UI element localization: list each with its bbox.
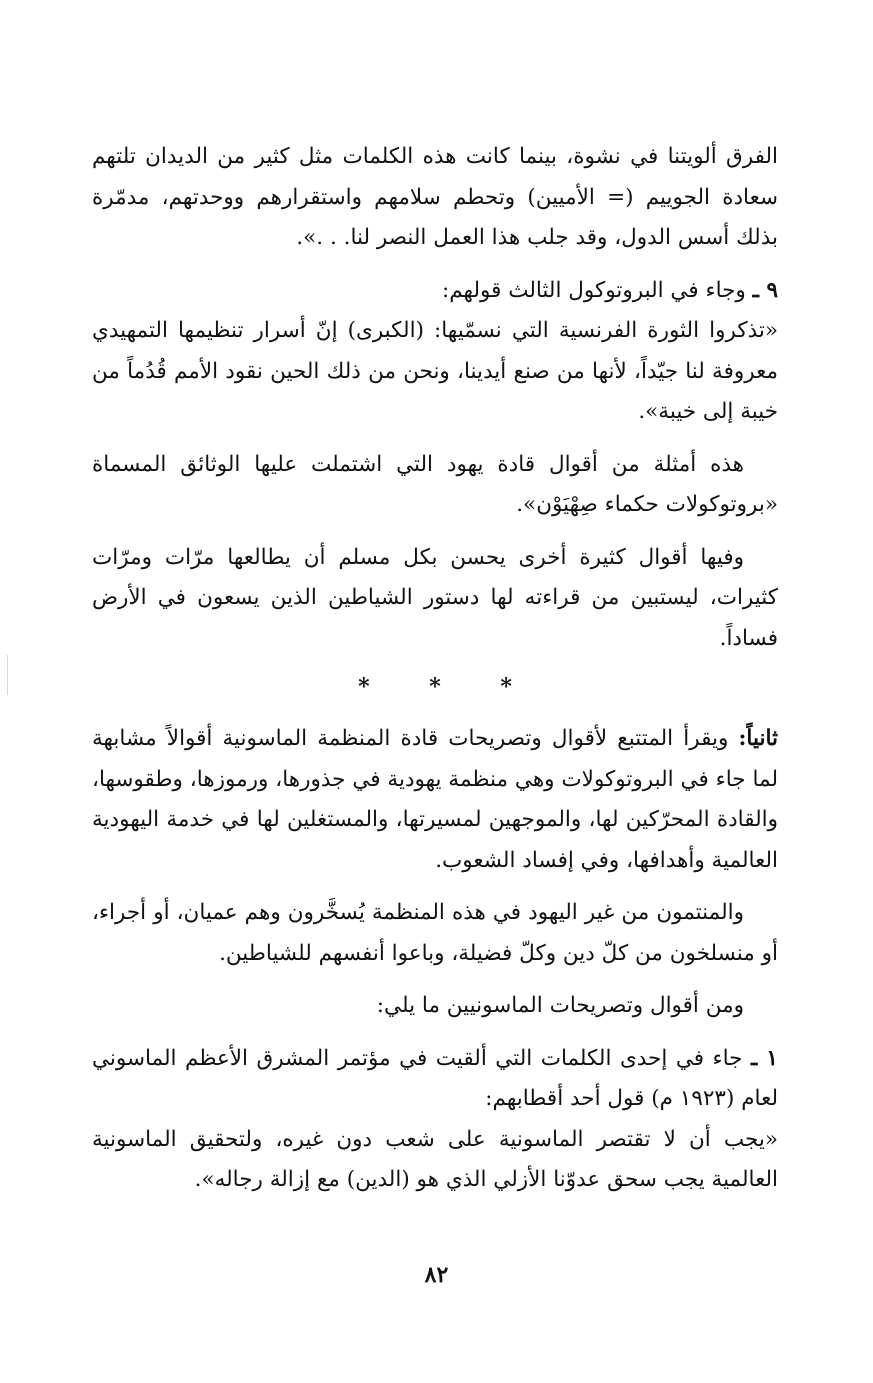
quote-text: «يجب أن لا تقتصر الماسونية على شعب دون غيره، ولتحقيق الماسونية العالمية يجب سحق عدوّنا الأزلي الذي هو (الدين) مع إزالة رجاله». [92, 1126, 778, 1192]
paragraph-text: ومن أقوال وتصريحات الماسونيين ما يلي: [376, 993, 744, 1018]
quote-masonic [92, 1120, 778, 1201]
paragraph-text: والمنتمون من غير اليهود في هذه المنظمة يُسخَّرون وهم عميان، أو أجراء، أو منسلخون من كلّ دين وكلّ فضيلة، وباعوا أنفسهم للشياطين. [92, 900, 778, 966]
second-heading: ثانياً: [738, 726, 778, 751]
paragraph-text: وفيها أقوال كثيرة أخرى يحسن بكل مسلم أن يطالعها مرّات ومرّات كثيرات، ليستبين من قراءته لها دستور الشياطين الذين يسعون في الأرض فساداً. [92, 544, 778, 651]
section-separator: * * * [358, 674, 538, 700]
paragraph-text: الفرق ألويتنا في نشوة، بينما كانت هذه الكلمات مثل كثير من الديدان تلتهم سعادة الجوييم (= الأميين) وتحطم سلامهم واستقرارهم ووحدتهم، مدمّرة بذلك أسس الدول، وقد جلب هذا العمل النصر لنا. . .». [92, 144, 778, 250]
item-number-1: ١ ـ [750, 1045, 778, 1071]
page-number: ٨٢ [424, 1262, 449, 1288]
paragraph-members [92, 893, 778, 974]
paragraph-text: ويقرأ المتتبع لأقوال وتصريحات قادة المنظمة الماسونية أقوالاً مشابهة لما جاء في البروتوكولات وهي منظمة يهودية في جذورها، ورموزها، وطقوسها، والقادة المحرّكين لها، والموجهين لمسيرتها، والمستغلين لها في خدمة اليهودية العالمية وأهدافها، وفي إفساد الشعوب. [92, 726, 778, 873]
paragraph-text: جاء في إحدى الكلمات التي ألقيت في مؤتمر المشرق الأعظم الماسوني لعام (١٩٢٣ م) قول أحد أقطابهم: [92, 1045, 778, 1111]
paragraph-many-sayings [92, 538, 778, 660]
paragraph-item-9 [92, 271, 778, 312]
scan-margin-mark [7, 655, 8, 695]
paragraph-item-1 [92, 1039, 778, 1120]
paragraph-examples [92, 445, 778, 526]
quote-text: «تذكروا الثورة الفرنسية التي نسمّيها: (الكبرى) إنّ أسرار تنظيمها التمهيدي معروفة لنا جيّداً، لأنها من صنع أيدينا، ونحن من ذلك الحين نقود الأمم قُدُماً من خيبة إلى خيبة». [92, 318, 778, 424]
page-body [92, 137, 778, 1201]
paragraph-text: وجاء في البروتوكول الثالث قولهم: [441, 277, 746, 303]
paragraph-masonic-sayings [92, 986, 778, 1027]
paragraph-continuation [92, 137, 778, 259]
paragraph-text: هذه أمثلة من أقوال قادة يهود التي اشتملت عليها الوثائق المسماة «بروتوكولات حكماء صِهْيَوْن». [92, 451, 778, 517]
paragraph-second [92, 719, 778, 881]
quote-protocol-3 [92, 311, 778, 433]
item-number-9: ٩ ـ [752, 277, 778, 303]
